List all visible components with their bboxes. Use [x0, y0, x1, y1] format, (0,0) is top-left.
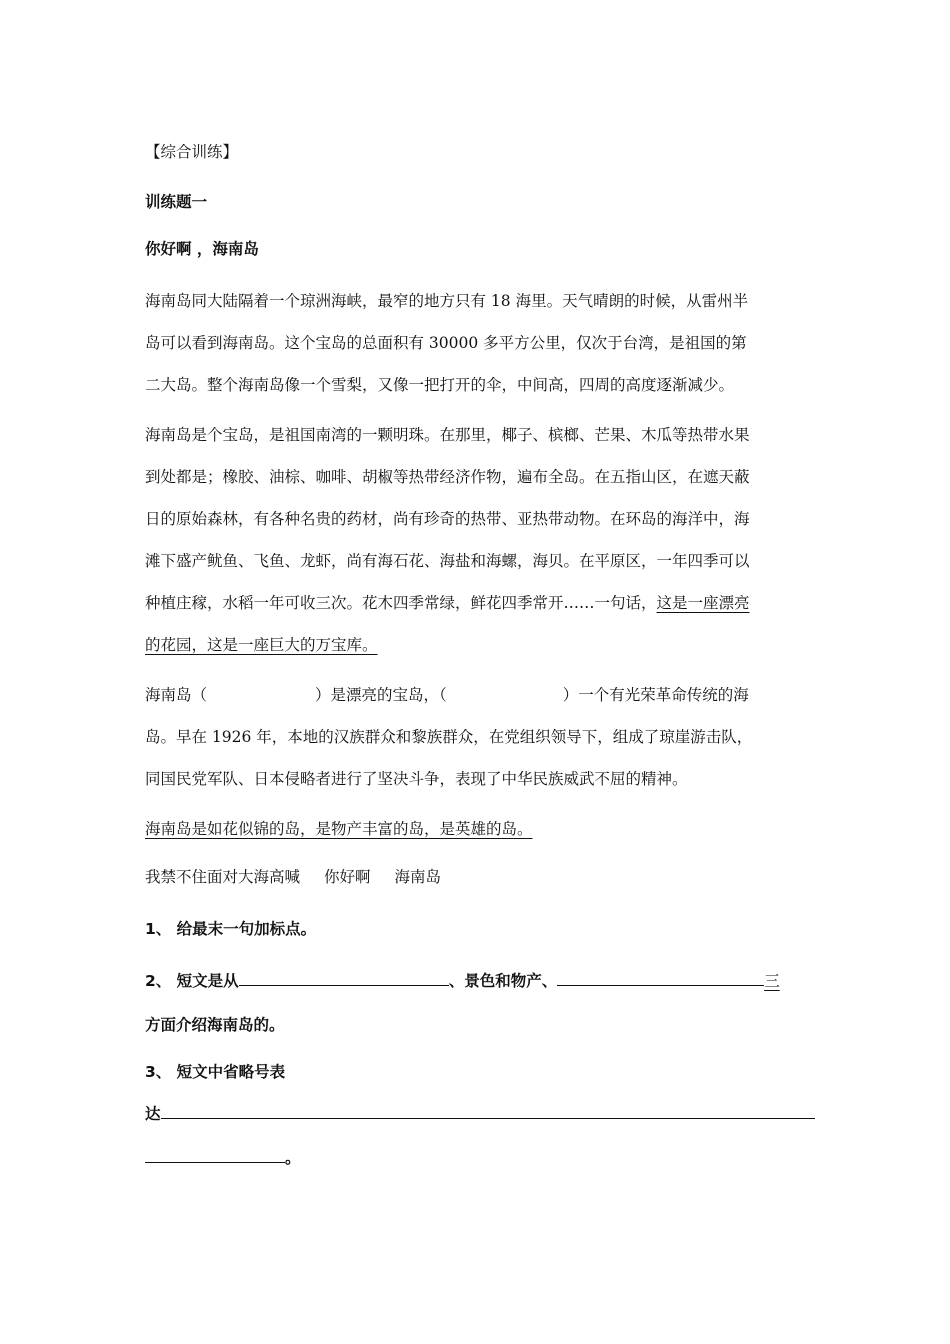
q2-text-c: 三 [764, 972, 780, 990]
p3-text-a: 海南岛（ [145, 686, 208, 704]
q3-end: 。 [285, 1149, 301, 1167]
question-2-cont: 方面介绍海南岛的。 [145, 1016, 285, 1034]
answer-blank-q2-2[interactable] [557, 971, 764, 986]
question-3-answer-line [145, 1102, 815, 1124]
p1-line: 海南岛同大陆隔着一个琼洲海峡，最窄的地方只有 18 海里。天气晴朗的时候，从雷州半 [145, 292, 749, 310]
answer-blank-q3-2[interactable] [145, 1148, 285, 1163]
p3-line-fill-in [145, 683, 749, 705]
question-3-answer-line-2 [145, 1146, 301, 1168]
answer-blank-q3-1[interactable] [161, 1104, 815, 1119]
q3-text-b: 达 [145, 1105, 161, 1123]
p2-line: 到处都是；橡胶、油棕、咖啡、胡椒等热带经济作物，遍布全岛。在五指山区，在遮天蔽 [145, 468, 750, 486]
p1-line: 二大岛。整个海南岛像一个雪梨，又像一把打开的伞，中间高，四周的高度逐渐减少。 [145, 376, 735, 394]
p5-text-b: 你好啊 [324, 868, 371, 886]
question-3: 3、 短文中省略号表 [145, 1063, 286, 1081]
p3-text-c: ）一个有光荣革命传统的海 [562, 686, 749, 704]
answer-blank-q2-1[interactable] [239, 971, 449, 986]
q2-text-b: 、景色和物产、 [448, 972, 558, 990]
p2-line: 海南岛是个宝岛，是祖国南湾的一颗明珠。在那里，椰子、槟榔、芒果、木瓜等热带水果 [145, 426, 750, 444]
p2-line5-underlined: 这是一座漂亮 [656, 594, 750, 612]
p5-text-c: 海南岛 [394, 868, 442, 886]
p2-line: 滩下盛产鱿鱼、飞鱼、龙虾，尚有海石花、海盐和海螺，海贝。在平原区，一年四季可以 [145, 552, 750, 570]
p2-line: 日的原始森林，有各种名贵的药材，尚有珍奇的热带、亚热带动物。在环岛的海洋中，海 [145, 510, 750, 528]
p3-line: 同国民党军队、日本侵略者进行了坚决斗争，表现了中华民族威武不屈的精神。 [145, 770, 688, 788]
p5-line [145, 865, 441, 887]
p2-line [145, 591, 750, 613]
article-title: 你好啊 ，海南岛 [145, 240, 259, 258]
question-1: 1、 给最末一句加标点。 [145, 920, 317, 938]
p2-line6-underlined: 的花园，这是一座巨大的万宝库。 [145, 636, 378, 654]
q2-text-a: 2、 短文是从 [145, 972, 239, 990]
p3-line: 岛。早在 1926 年，本地的汉族群众和黎族群众，在党组织领导下，组成了琼崖游击队， [145, 728, 753, 746]
question-2 [145, 969, 780, 991]
exercise-title: 训练题一 [145, 193, 208, 211]
p1-line: 岛可以看到海南岛。这个宝岛的总面积有 30000 多平方公里，仅次于台湾，是祖国的第 [145, 334, 747, 352]
section-title: 【综合训练】 [145, 143, 239, 161]
p2-line5-plain: 种植庄稼，水稻一年可收三次。花木四季常绿，鲜花四季常开……一句话， [145, 594, 657, 612]
p5-text-a: 我禁不住面对大海高喊 [145, 868, 301, 886]
p3-text-b: ）是漂亮的宝岛，（ [315, 686, 447, 704]
p4-underlined: 海南岛是如花似锦的岛，是物产丰富的岛，是英雄的岛。 [145, 820, 533, 838]
